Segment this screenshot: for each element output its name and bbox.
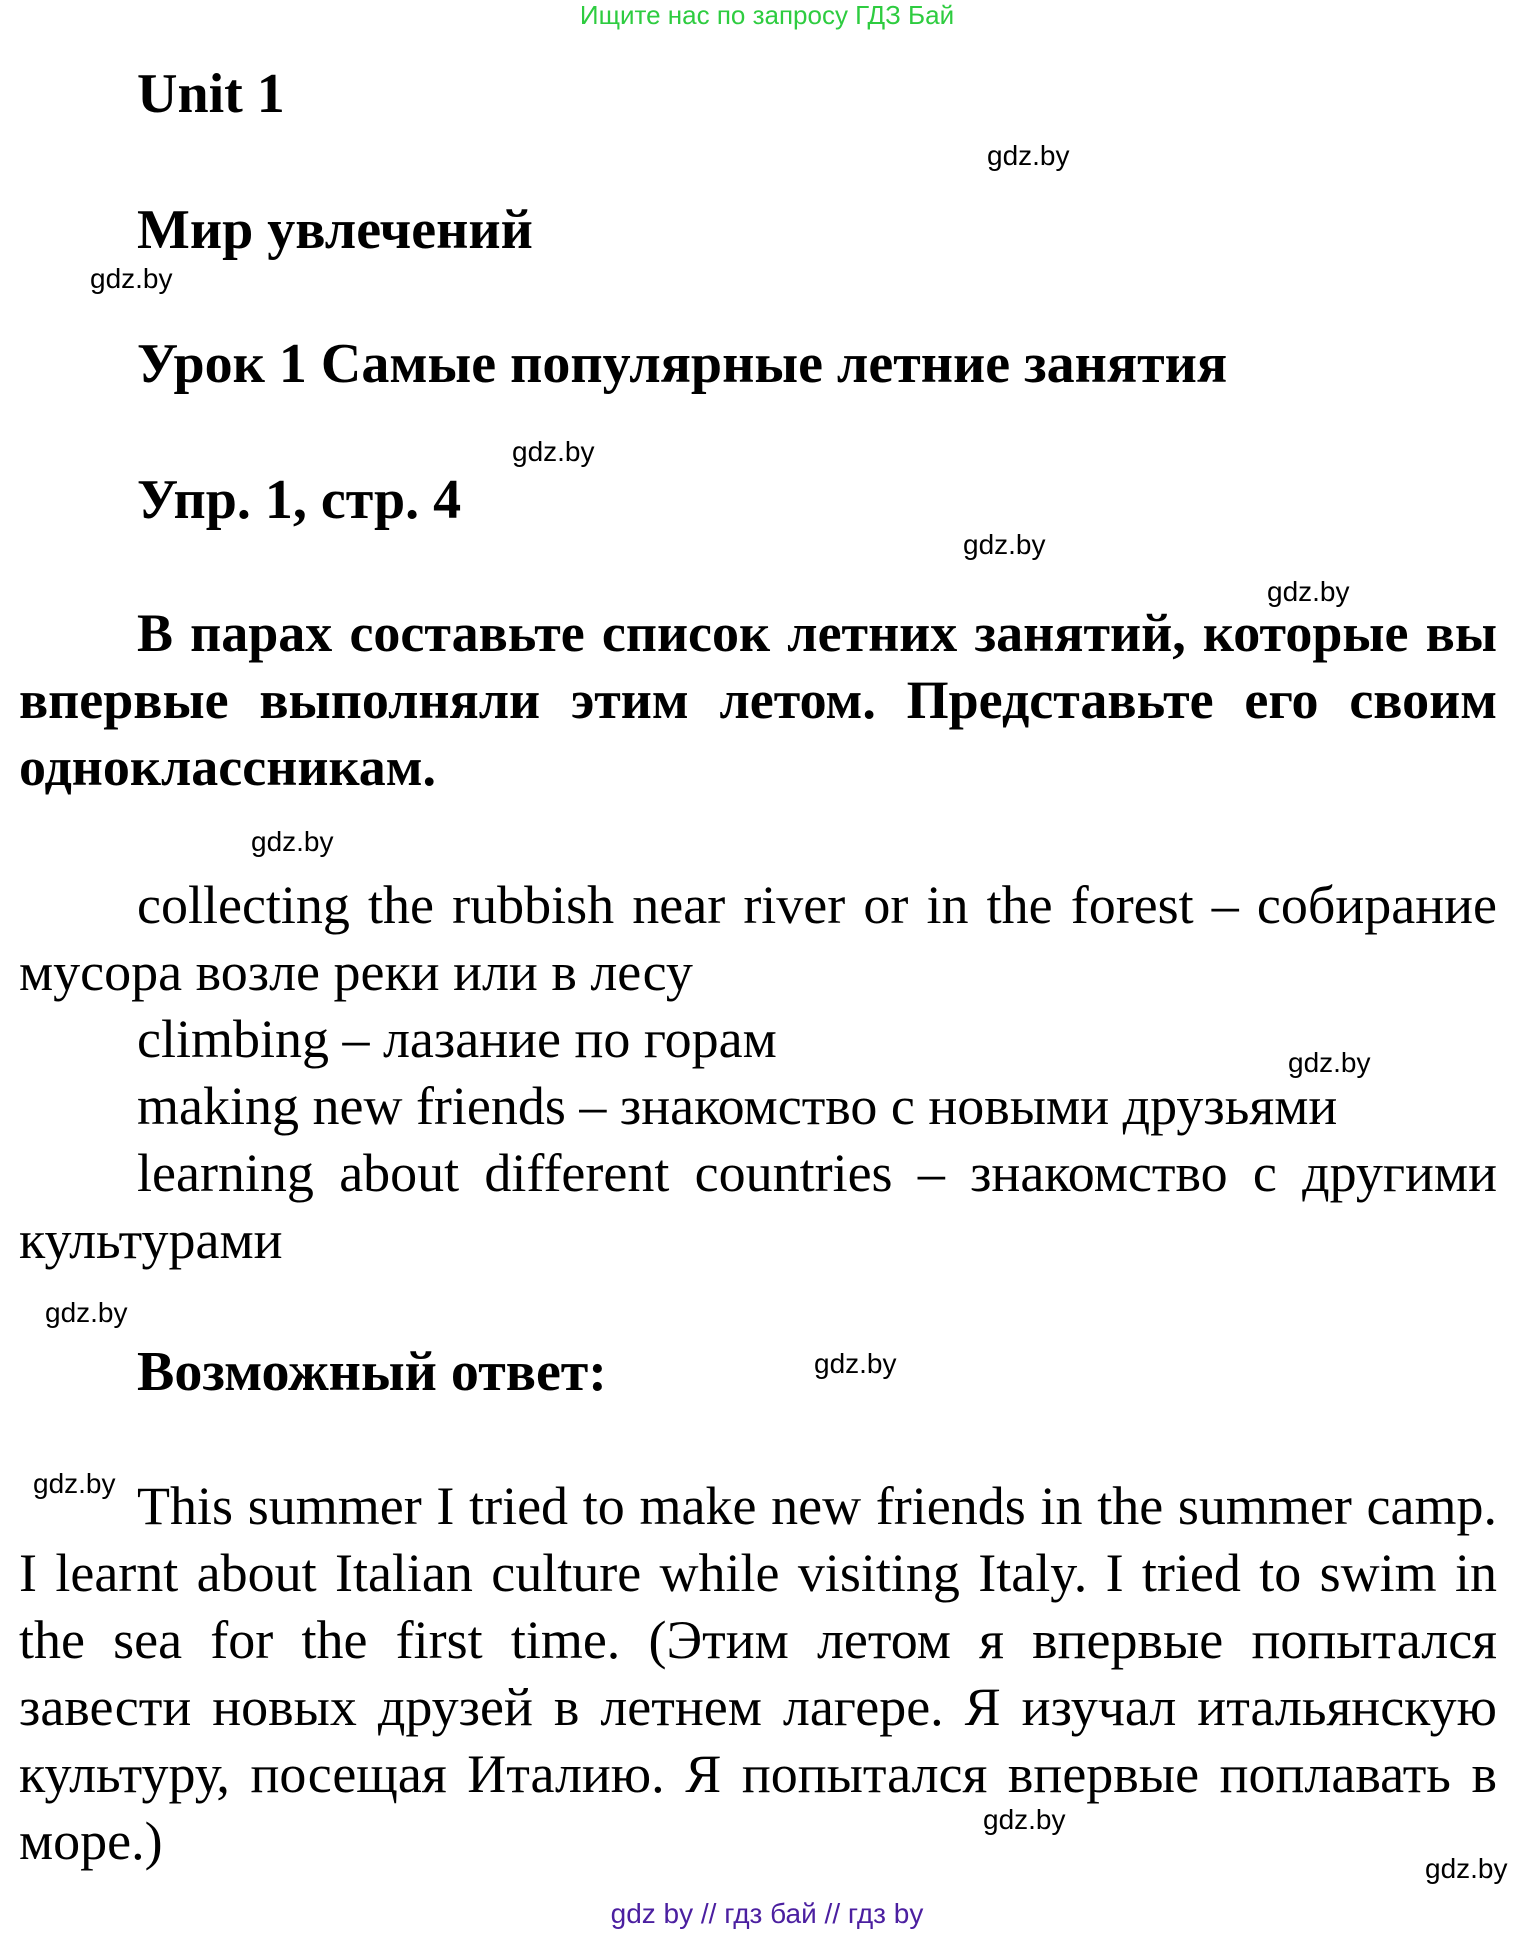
- watermark: gdz.by: [1288, 1047, 1371, 1078]
- watermark: gdz.by: [45, 1297, 128, 1328]
- answer-heading: Возможный ответ:: [137, 1341, 607, 1403]
- watermark: gdz.by: [987, 140, 1070, 171]
- section-title: Мир увлечений: [137, 199, 533, 261]
- watermark: gdz.by: [1425, 1853, 1508, 1884]
- unit-title: Unit 1: [137, 63, 285, 125]
- task-instruction: В парах составьте список летних занятий, которые вы впервые выполняли этим летом. Представьте его своим одноклассникам.: [19, 603, 1497, 797]
- watermark: gdz.by: [512, 436, 595, 467]
- watermark: gdz.by: [33, 1468, 116, 1499]
- footer-links[interactable]: gdz by // гдз бай // гдз by: [610, 1898, 924, 1929]
- exercise-reference: Упр. 1, стр. 4: [137, 469, 462, 531]
- activity-item: making new friends – знакомство с новыми друзьями: [137, 1076, 1338, 1136]
- answer-text: This summer I tried to make new friends in the summer camp. I learnt about Italian culture while visiting Italy. I tried to swim in the sea for the first time. (Этим летом я впервые попытался завести новых друзей в летнем лагере. Я изучал итальянскую культуру, посещая Италию. Я попытался впервые поплавать в море.): [19, 1476, 1497, 1871]
- watermark: gdz.by: [963, 529, 1046, 560]
- watermark: gdz.by: [814, 1348, 897, 1379]
- watermark: gdz.by: [90, 263, 173, 294]
- watermark: gdz.by: [251, 826, 334, 857]
- activity-item: collecting the rubbish near river or in the forest – собирание мусора возле реки или в лесу: [19, 875, 1497, 1002]
- lesson-title: Урок 1 Самые популярные летние занятия: [137, 333, 1228, 395]
- activity-item: climbing – лазание по горам: [137, 1009, 777, 1069]
- top-banner-link[interactable]: Ищите нас по запросу ГДЗ Бай: [579, 0, 955, 30]
- watermark: gdz.by: [983, 1804, 1066, 1835]
- activity-item: learning about different countries – знакомство с другими культурами: [19, 1143, 1497, 1270]
- watermark: gdz.by: [1267, 576, 1350, 607]
